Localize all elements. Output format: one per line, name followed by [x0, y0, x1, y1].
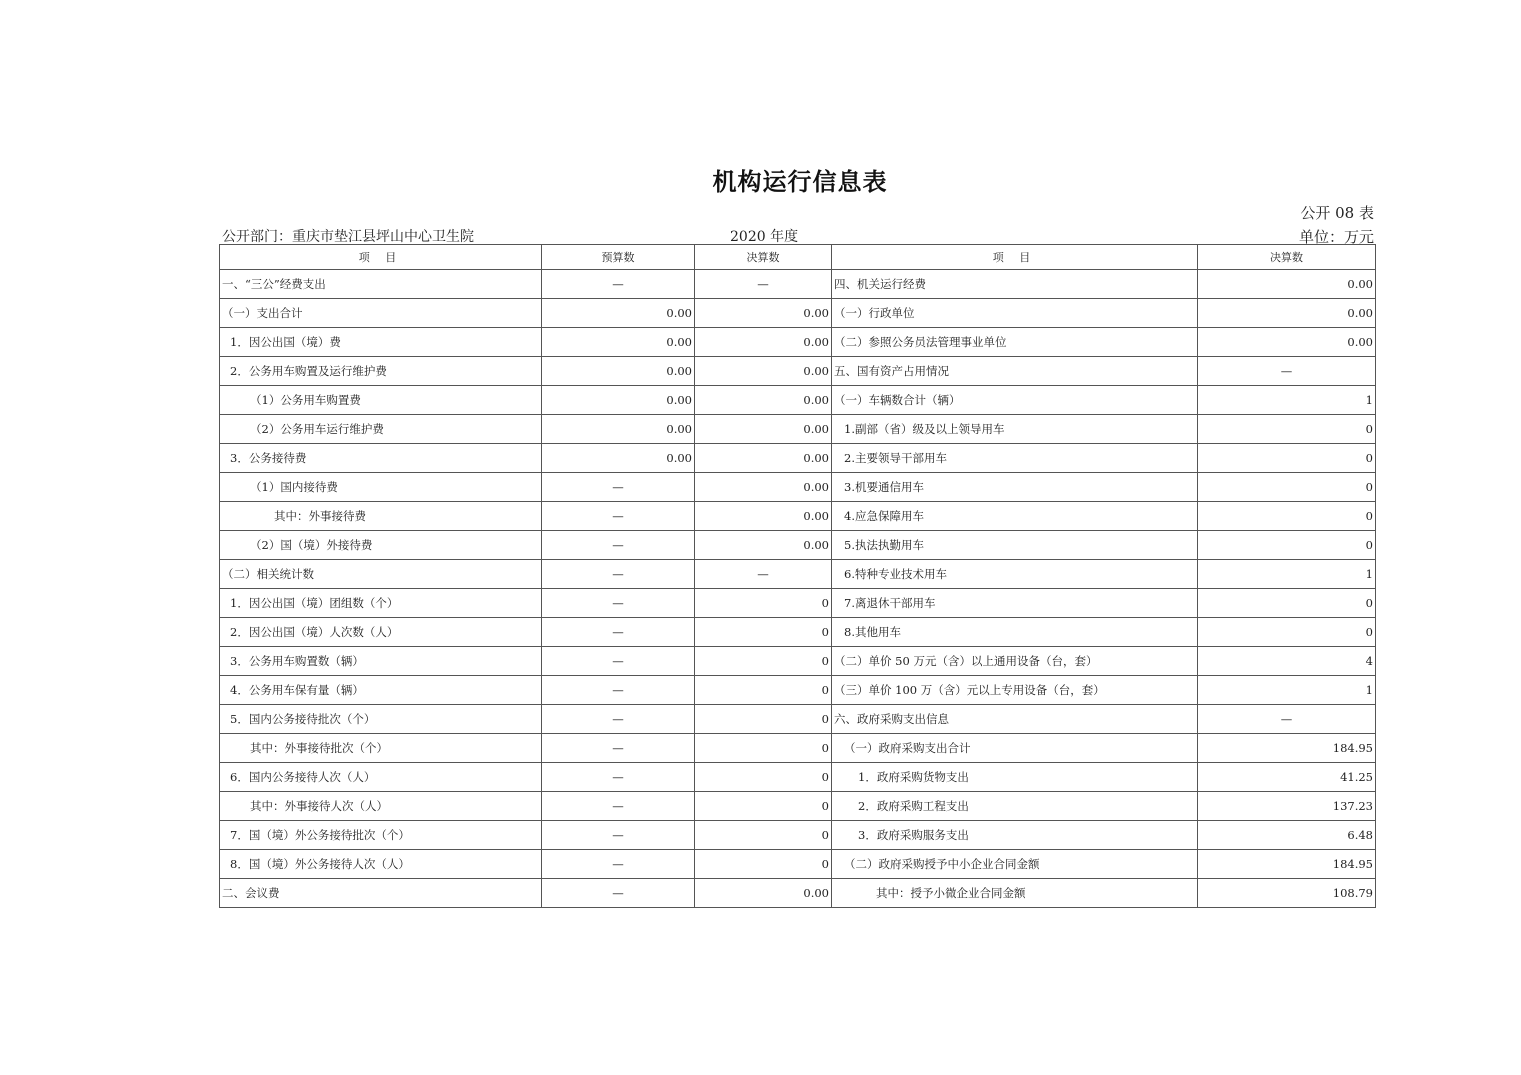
table-row: [220, 618, 1376, 647]
left-item-label: 1．因公出国（境）团组数（个）: [220, 589, 542, 618]
left-item-label: 2．因公出国（境）人次数（人）: [220, 618, 542, 647]
left-item-label: 7．国（境）外公务接待批次（个）: [220, 821, 542, 850]
right-item-label: （一）政府采购支出合计: [832, 734, 1198, 763]
budget-value: 0.00: [542, 357, 695, 386]
budget-value: —: [542, 763, 695, 792]
table-row: [220, 879, 1376, 908]
right-item-label: 1．政府采购货物支出: [832, 763, 1198, 792]
left-item-label: 3．公务用车购置数（辆）: [220, 647, 542, 676]
right-actual-value: 1: [1198, 676, 1376, 705]
table-row: [220, 676, 1376, 705]
left-item-label: （2）国（境）外接待费: [220, 531, 542, 560]
left-item-label: （二）相关统计数: [220, 560, 542, 589]
actual-value: 0: [695, 647, 832, 676]
right-actual-value: 6.48: [1198, 821, 1376, 850]
department-label: 公开部门：重庆市垫江县坪山中心卫生院: [222, 229, 474, 245]
right-item-label: 7.离退休干部用车: [832, 589, 1198, 618]
right-item-label: （一）行政单位: [832, 299, 1198, 328]
header-item-left: 项 目: [220, 245, 542, 270]
actual-value: 0: [695, 763, 832, 792]
budget-value: —: [542, 734, 695, 763]
right-actual-value: 0.00: [1198, 328, 1376, 357]
right-item-label: 六、政府采购支出信息: [832, 705, 1198, 734]
budget-value: 0.00: [542, 415, 695, 444]
actual-value: 0.00: [695, 502, 832, 531]
table-row: [220, 473, 1376, 502]
budget-value: 0.00: [542, 386, 695, 415]
table-row: [220, 734, 1376, 763]
left-item-label: 8．国（境）外公务接待人次（人）: [220, 850, 542, 879]
left-item-label: （2）公务用车运行维护费: [220, 415, 542, 444]
table-row: [220, 357, 1376, 386]
table-row: [220, 647, 1376, 676]
form-number: 公开 08 表: [1300, 204, 1374, 222]
table-row: [220, 502, 1376, 531]
budget-value: —: [542, 270, 695, 299]
actual-value: 0: [695, 734, 832, 763]
right-actual-value: 0: [1198, 531, 1376, 560]
right-actual-value: 0: [1198, 444, 1376, 473]
actual-value: 0.00: [695, 357, 832, 386]
right-item-label: 8.其他用车: [832, 618, 1198, 647]
table-row: [220, 328, 1376, 357]
table-row: [220, 763, 1376, 792]
right-actual-value: 0: [1198, 473, 1376, 502]
right-item-label: 其中：授予小微企业合同金额: [832, 879, 1198, 908]
header-actual-left: 决算数: [695, 245, 832, 270]
right-actual-value: 1: [1198, 560, 1376, 589]
right-actual-value: —: [1198, 705, 1376, 734]
actual-value: 0: [695, 676, 832, 705]
left-item-label: 其中：外事接待人次（人）: [220, 792, 542, 821]
right-item-label: （二）单价 50 万元（含）以上通用设备（台，套）: [832, 647, 1198, 676]
right-item-label: （一）车辆数合计（辆）: [832, 386, 1198, 415]
right-item-label: 6.特种专业技术用车: [832, 560, 1198, 589]
actual-value: 0: [695, 618, 832, 647]
table-row: [220, 415, 1376, 444]
actual-value: 0.00: [695, 444, 832, 473]
table-header-row: [220, 245, 1376, 270]
right-item-label: 五、国有资产占用情况: [832, 357, 1198, 386]
table-row: [220, 589, 1376, 618]
right-item-label: 2.主要领导干部用车: [832, 444, 1198, 473]
actual-value: 0: [695, 792, 832, 821]
right-actual-value: 0: [1198, 502, 1376, 531]
right-actual-value: 0: [1198, 415, 1376, 444]
budget-value: —: [542, 531, 695, 560]
budget-value: —: [542, 560, 695, 589]
right-item-label: 2．政府采购工程支出: [832, 792, 1198, 821]
right-item-label: （三）单价 100 万（含）元以上专用设备（台，套）: [832, 676, 1198, 705]
table-row: [220, 792, 1376, 821]
right-item-label: （二）政府采购授予中小企业合同金额: [832, 850, 1198, 879]
budget-value: —: [542, 589, 695, 618]
table-row: [220, 444, 1376, 473]
left-item-label: 3．公务接待费: [220, 444, 542, 473]
right-actual-value: 0: [1198, 589, 1376, 618]
right-item-label: 四、机关运行经费: [832, 270, 1198, 299]
left-item-label: 6．国内公务接待人次（人）: [220, 763, 542, 792]
left-item-label: 其中：外事接待批次（个）: [220, 734, 542, 763]
actual-value: 0.00: [695, 879, 832, 908]
right-actual-value: 184.95: [1198, 850, 1376, 879]
budget-value: —: [542, 792, 695, 821]
table-row: [220, 270, 1376, 299]
right-actual-value: 0.00: [1198, 299, 1376, 328]
budget-value: —: [542, 502, 695, 531]
budget-value: 0.00: [542, 299, 695, 328]
unit-label: 单位：万元: [1298, 228, 1374, 246]
right-item-label: 3.机要通信用车: [832, 473, 1198, 502]
header-item-right: 项 目: [832, 245, 1198, 270]
left-item-label: 一、“三公”经费支出: [220, 270, 542, 299]
table-row: [220, 386, 1376, 415]
budget-value: 0.00: [542, 444, 695, 473]
left-item-label: （1）公务用车购置费: [220, 386, 542, 415]
right-item-label: 4.应急保障用车: [832, 502, 1198, 531]
left-item-label: 二、会议费: [220, 879, 542, 908]
right-actual-value: 0.00: [1198, 270, 1376, 299]
budget-value: —: [542, 879, 695, 908]
table-row: [220, 531, 1376, 560]
operations-info-table: [219, 244, 1376, 908]
budget-value: —: [542, 676, 695, 705]
budget-value: —: [542, 647, 695, 676]
budget-value: —: [542, 705, 695, 734]
right-actual-value: 1: [1198, 386, 1376, 415]
table-row: [220, 299, 1376, 328]
actual-value: 0: [695, 821, 832, 850]
actual-value: 0: [695, 589, 832, 618]
actual-value: 0.00: [695, 473, 832, 502]
right-item-label: （二）参照公务员法管理事业单位: [832, 328, 1198, 357]
left-item-label: （一）支出合计: [220, 299, 542, 328]
right-actual-value: 184.95: [1198, 734, 1376, 763]
table-row: [220, 560, 1376, 589]
left-item-label: 其中：外事接待费: [220, 502, 542, 531]
right-actual-value: —: [1198, 357, 1376, 386]
left-item-label: （1）国内接待费: [220, 473, 542, 502]
left-item-label: 4．公务用车保有量（辆）: [220, 676, 542, 705]
right-actual-value: 0: [1198, 618, 1376, 647]
right-actual-value: 137.23: [1198, 792, 1376, 821]
budget-value: —: [542, 850, 695, 879]
right-actual-value: 41.25: [1198, 763, 1376, 792]
fiscal-year: 2020 年度: [730, 229, 799, 245]
actual-value: 0.00: [695, 328, 832, 357]
left-item-label: 1．因公出国（境）费: [220, 328, 542, 357]
budget-value: —: [542, 473, 695, 502]
left-item-label: 5．国内公务接待批次（个）: [220, 705, 542, 734]
actual-value: 0.00: [695, 386, 832, 415]
actual-value: 0: [695, 850, 832, 879]
header-actual-right: 决算数: [1198, 245, 1376, 270]
right-item-label: 3．政府采购服务支出: [832, 821, 1198, 850]
budget-value: —: [542, 618, 695, 647]
budget-value: 0.00: [542, 328, 695, 357]
right-actual-value: 4: [1198, 647, 1376, 676]
left-item-label: 2．公务用车购置及运行维护费: [220, 357, 542, 386]
right-item-label: 5.执法执勤用车: [832, 531, 1198, 560]
actual-value: 0.00: [695, 415, 832, 444]
right-actual-value: 108.79: [1198, 879, 1376, 908]
actual-value: 0.00: [695, 531, 832, 560]
actual-value: —: [695, 560, 832, 589]
actual-value: 0: [695, 705, 832, 734]
actual-value: —: [695, 270, 832, 299]
table-row: [220, 821, 1376, 850]
page-title: 机构运行信息表: [712, 168, 888, 196]
header-budget: 预算数: [542, 245, 695, 270]
table-row: [220, 850, 1376, 879]
actual-value: 0.00: [695, 299, 832, 328]
table-row: [220, 705, 1376, 734]
right-item-label: 1.副部（省）级及以上领导用车: [832, 415, 1198, 444]
budget-value: —: [542, 821, 695, 850]
